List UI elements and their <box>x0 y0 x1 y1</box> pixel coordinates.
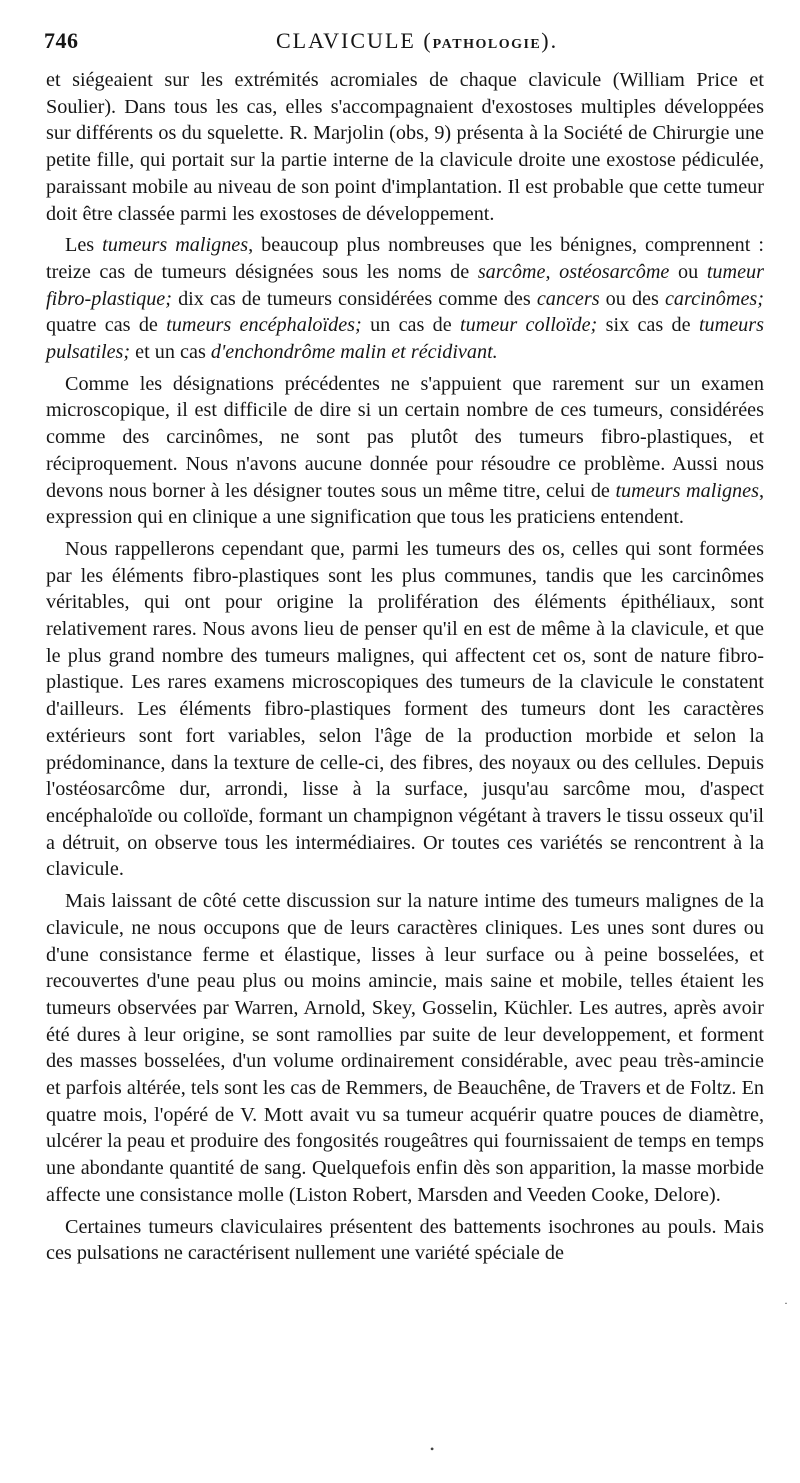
italic-run: tumeurs encéphaloïdes; <box>166 314 362 337</box>
text-run: , expression qui en clinique a une signification que tous les praticiens entendent. <box>46 479 764 529</box>
page-number: 746 <box>44 28 79 53</box>
running-subtitle: PATHOLOGIE <box>432 37 542 52</box>
running-title-main: CLAVICULE ( <box>276 28 433 53</box>
paragraph-4: Nous rappellerons cependant que, parmi les tumeurs des os, celles qui sont formées par les éléments fibro-plastiques sont les plus communes, tandis que les carcinômes véritables, qui ont pour origine la prolifération des éléments épithéliaux, sont relativement rares. Nous avons lieu de penser qu'il en est de même à la clavicule, et que le plus grand nombre des tumeurs malignes, qui affectent cet os, sont de nature fibro-plastique. Les rares examens microscopiques des tumeurs de la clavicule le constatent d'ailleurs. Les éléments fibro-plastiques forment des tumeurs dont les caractères extérieurs sont fort variables, selon l'âge de la production morbide et selon la prédominance, dans la texture de celle-ci, des fibres, des noyaux ou des cellules. Depuis l'ostéosarcôme dur, arrondi, lisse à la surface, jusqu'au sarcôme mou, d'aspect encéphaloïde ou colloïde, formant un champignon végétant à travers le tissu osseux qu'il a détruit, on observe tous les intermédiaires. Or toutes ces variétés se rencontrent à la clavicule. <box>46 537 764 881</box>
italic-run: tumeurs pulsatiles; <box>46 314 764 364</box>
running-title <box>276 28 558 54</box>
italic-run: carcinômes; <box>664 287 764 310</box>
italic-run: cancers <box>536 287 600 310</box>
scan-speck: • <box>430 1442 435 1456</box>
text-run: ou des <box>599 287 665 310</box>
text-run: un cas de <box>361 314 461 337</box>
paragraph-6: Certaines tumeurs claviculaires présentent des battements isochrones au pouls. Mais ces pulsations ne caractérisent nullement une variété spéciale de <box>46 1215 764 1265</box>
text-run: dix cas de tumeurs considérées comme des <box>171 287 537 310</box>
text-run: quatre cas de <box>46 314 167 337</box>
italic-run: tumeur fibro-plastique; <box>46 260 765 310</box>
running-title-close: ). <box>541 28 559 53</box>
paragraph-2 <box>46 232 764 366</box>
paragraph-1: et siégeaient sur les extrémités acromiales de chaque clavicule (William Price et Soulier). Dans tous les cas, elles s'accompagnaient d'exostoses multiples développées sur différents os du squelette. R. Marjolin (obs, 9) présenta à la Société de Chirurgie une petite fille, qui portait sur la partie interne de la clavicule droite une exostose pédiculée, paraissant mobile au niveau de son point d'implantation. Il est probable que cette tumeur doit être classée parmi les exostoses de développement. <box>46 69 764 225</box>
text-run: et un cas <box>130 341 211 364</box>
text-run: six cas de <box>597 314 699 337</box>
italic-run: d'enchondrôme malin et récidivant. <box>210 341 498 364</box>
text-run: Comme les désignations précédentes ne s'appuient que rarement sur un examen microscopique, il est difficile de dire si un certain nombre de ces tumeurs, considérées comme des carcinômes, ne sont pas plutôt des tumeurs fibro-plastiques, et réciproquement. Nous n'avons aucune donnée pour résoudre ce problème. Aussi nous devons nous borner à les désigner toutes sous un même titre, celui de <box>46 372 764 502</box>
text-run: ou <box>669 260 707 283</box>
italic-run: tumeur colloïde; <box>460 314 598 337</box>
italic-run: tumeurs malignes <box>615 479 759 502</box>
scan-speck: · <box>784 1296 788 1310</box>
italic-run: sarcôme, ostéosarcôme <box>477 260 670 283</box>
paragraph-3 <box>46 371 764 531</box>
text-run: Les <box>65 234 103 257</box>
body-text <box>46 67 764 1272</box>
text-run: , beaucoup plus nombreuses que les bénignes, comprennent : treize cas de tumeurs désignées sous les noms de <box>46 234 764 283</box>
italic-run: tumeurs malignes <box>102 234 249 257</box>
page-header <box>44 28 764 62</box>
paragraph-5: Mais laissant de côté cette discussion sur la nature intime des tumeurs malignes de la clavicule, ne nous occupons que de leurs caractères cliniques. Les unes sont dures ou d'une consistance ferme et élastique, lisses à leur surface ou à peine bosselées, et recouvertes d'une peau plus ou moins amincie, mais saine et mobile, telles étaient les tumeurs observées par Warren, Arnold, Skey, Gosselin, Küchler. Les autres, après avoir été dures à leur origine, se sont ramollies par suite de leur developpement, et forment des masses bosselées, d'un volume ordinairement considérable, avec peau très-amincie et parfois altérée, tels sont les cas de Remmers, de Beauchêne, de Travers et de Foltz. En quatre mois, l'opéré de V. Mott avait vu sa tumeur acquérir quatre pouces de diamètre, ulcérer la peau et produire des fongosités rougeâtres qui fournissaient de temps en temps une abondante quantité de sang. Quelquefois enfin dès son apparition, la masse morbide affecte une consistance molle (Liston Robert, Marsden and Veeden Cooke, Delore). <box>46 890 764 1206</box>
